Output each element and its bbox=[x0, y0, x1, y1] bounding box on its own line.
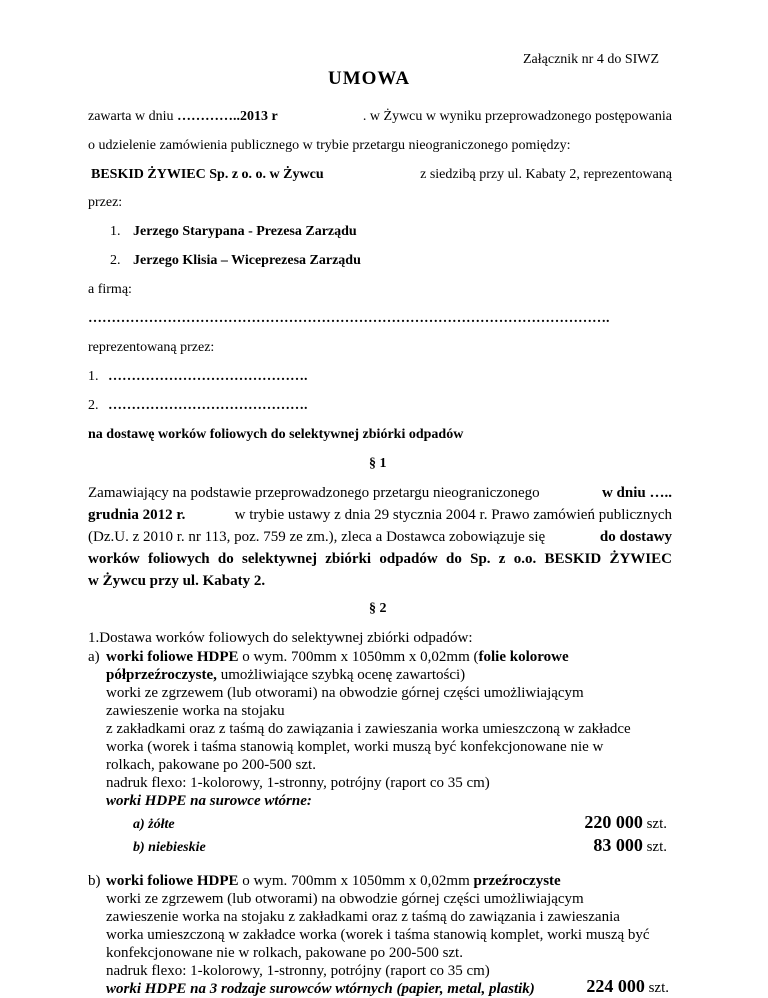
item-b-line-2: worki ze zgrzewem (lub otworami) na obwodzie górnej części umożliwiającym bbox=[106, 891, 584, 907]
yellow-bags-label: a) żółte bbox=[133, 817, 175, 832]
section-1-heading: § 1 bbox=[369, 456, 387, 471]
blue-bags-quantity: 83 000 szt. bbox=[593, 835, 667, 855]
attachment-note: Załącznik nr 4 do SIWZ bbox=[523, 52, 660, 67]
section-2-heading: § 2 bbox=[369, 601, 387, 616]
document-title: UMOWA bbox=[328, 68, 411, 89]
item-a-line-8: nadruk flexo: 1-kolorowy, 1-stronny, potrójny (raport co 35 cm) bbox=[106, 775, 490, 791]
item-a-line-7: rolkach, pakowane po 200-500 szt. bbox=[106, 757, 316, 773]
rep1-name: Jerzego Starypana - Prezesa Zarządu bbox=[133, 224, 357, 239]
s1-line-3-bold: do dostawy bbox=[599, 529, 672, 545]
s1-line-2-text: w trybie ustawy z dnia 29 stycznia 2004 r. Prawo zamówień publicznych bbox=[234, 507, 672, 523]
rep1-number: 1. bbox=[110, 224, 121, 239]
contractor-rep2-dots: ……………………………………. bbox=[108, 398, 308, 413]
item-a-line-1: worki foliowe HDPE o wym. 700mm x 1050mm x 0,02mm (folie kolorowe bbox=[106, 649, 569, 665]
item-a-line-9: worki HDPE na surowce wtórne: bbox=[106, 793, 312, 809]
item-a-line-6: worka (worek i taśma stanowią komplet, worki muszą być konfekcjonowane nie w bbox=[106, 739, 604, 755]
item-a-line-2: półprzeźroczyste, umożliwiające szybką ocenę zawartości) bbox=[106, 667, 466, 683]
item-b-line-3: zawieszenie worka na stojaku z zakładkami oraz z taśmą do zawiązania i zawieszania bbox=[106, 909, 620, 925]
item-a-line-4: zawieszenie worka na stojaku bbox=[106, 703, 285, 719]
contractor-rep1-dots: ……………………………………. bbox=[108, 369, 308, 384]
s1-line-1-date: w dniu ….. bbox=[601, 485, 672, 501]
item-b-line-4: worka umieszczoną w zakładce worka (worek i taśma stanowią komplet, worki muszą być bbox=[106, 927, 650, 943]
s1-line-5: w Żywcu przy ul. Kabaty 2. bbox=[88, 573, 266, 589]
item-b-quantity: 224 000 szt. bbox=[586, 976, 669, 996]
s1-line-2 bbox=[88, 507, 672, 524]
party-line bbox=[91, 167, 672, 183]
item-a-line-3: worki ze zgrzewem (lub otworami) na obwodzie górnej części umożliwiającym bbox=[106, 685, 584, 701]
s1-line-1 bbox=[88, 485, 672, 502]
s1-line-4: worków foliowych do selektywnej zbiórki odpadów do Sp. z o.o. BESKID ŻYWIEC bbox=[88, 551, 672, 567]
s2-intro: 1.Dostawa worków foliowych do selektywnej zbiórki odpadów: bbox=[88, 630, 473, 646]
contractor-rep1-number: 1. bbox=[88, 369, 99, 384]
rep-label: reprezentowaną przez: bbox=[88, 340, 215, 355]
item-a-marker: a) bbox=[88, 649, 100, 665]
rep2-name: Jerzego Klisia – Wiceprezesa Zarządu bbox=[133, 253, 361, 268]
s1-line-1-text: Zamawiający na podstawie przeprowadzonego przetargu nieograniczonego bbox=[88, 485, 540, 501]
rep2-number: 2. bbox=[110, 253, 121, 268]
intro-line-4: przez: bbox=[88, 195, 123, 210]
item-b-line-7: worki HDPE na 3 rodzaje surowców wtórnych (papier, metal, plastik) bbox=[106, 981, 535, 997]
intro-date-prefix: zawarta w dniu …………..2013 r bbox=[88, 109, 278, 124]
item-b-line-1: worki foliowe HDPE o wym. 700mm x 1050mm x 0,02mm przeźroczyste bbox=[106, 873, 561, 889]
contractor-rep2-number: 2. bbox=[88, 398, 99, 413]
item-b-line-5: konfekcjonowane nie w rolkach, pakowane po 200-500 szt. bbox=[106, 945, 463, 961]
party-name: BESKID ŻYWIEC Sp. z o. o. w Żywcu bbox=[91, 167, 324, 182]
intro-line-2: o udzielenie zamówienia publicznego w trybie przetargu nieograniczonego pomiędzy: bbox=[88, 138, 571, 153]
firm-label: a firmą: bbox=[88, 282, 132, 297]
s1-line-3-text: (Dz.U. z 2010 r. nr 113, poz. 759 ze zm.), zleca a Dostawca zobowiązuje się bbox=[88, 529, 546, 545]
s1-line-2-date: grudnia 2012 r. bbox=[88, 507, 186, 523]
party-address: z siedzibą przy ul. Kabaty 2, reprezentowaną bbox=[420, 167, 672, 182]
yellow-bags-quantity: 220 000 szt. bbox=[584, 812, 667, 832]
intro-line-1 bbox=[88, 109, 672, 125]
item-a-line-5: z zakładkami oraz z taśmą do zawiązania i zawieszania worka umieszczoną w zakładce bbox=[106, 721, 631, 737]
item-b-marker: b) bbox=[88, 873, 101, 889]
firm-dots: …………………………………………………………………………………………………. bbox=[88, 311, 610, 326]
s1-line-3 bbox=[88, 529, 672, 546]
item-b-line-6: nadruk flexo: 1-kolorowy, 1-stronny, potrójny (raport co 35 cm) bbox=[106, 963, 490, 979]
contract-subject: na dostawę worków foliowych do selektywnej zbiórki odpadów bbox=[88, 427, 464, 442]
blue-bags-label: b) niebieskie bbox=[133, 840, 206, 855]
intro-location: . w Żywcu w wyniku przeprowadzonego postępowania bbox=[362, 109, 672, 124]
